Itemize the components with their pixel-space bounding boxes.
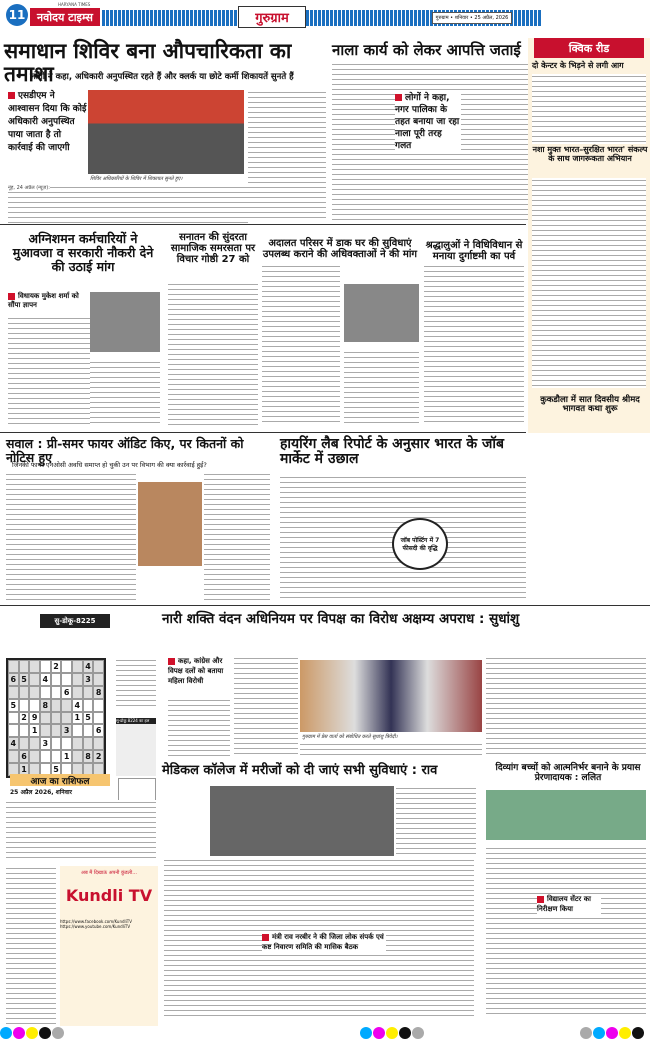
sudoku-cell: [61, 660, 72, 673]
horoscope-title: आज का राशिफल: [10, 774, 110, 786]
fire-audit-body: [6, 472, 136, 600]
medical-photo: [210, 786, 394, 856]
sudoku-cell: [29, 673, 40, 686]
sanatan-body: [168, 282, 258, 426]
court-body: [262, 264, 340, 426]
divider: [0, 605, 650, 606]
sudoku-cell: 3: [61, 724, 72, 737]
court-photo: [344, 284, 419, 342]
sudoku-cell: 4: [40, 673, 51, 686]
nari-body: [168, 698, 230, 758]
sudoku-cell: [93, 699, 104, 712]
sudoku-cell: [8, 724, 19, 737]
registration-marks-right: [580, 1024, 645, 1043]
sudoku-cell: [83, 737, 94, 750]
sudoku-cell: [19, 724, 30, 737]
nari-caption: गुरुग्राम में प्रेस वार्ता को संबोधित करते सुधांशु त्रिवेदी।: [302, 734, 398, 740]
sudoku-cell: [93, 673, 104, 686]
quick-read-label: क्विक रीड: [534, 38, 644, 58]
sudoku-cell: [72, 673, 83, 686]
fire-audit-body-2: [204, 472, 270, 600]
sudoku-cell: [72, 686, 83, 699]
sudoku-cell: 6: [93, 724, 104, 737]
sudoku-cell: 6: [61, 686, 72, 699]
sudoku-cell: [29, 750, 40, 763]
sudoku-cell: [72, 750, 83, 763]
sudoku-cell: 6: [8, 673, 19, 686]
rashi-list: [6, 866, 56, 1026]
sudoku-cell: 1: [61, 750, 72, 763]
sudoku-cell: 5: [51, 763, 62, 776]
sudoku-cell: 8: [93, 686, 104, 699]
medical-headline: मेडिकल कॉलेज में मरीजों को दी जाएं सभी सुविधाएं : राव: [162, 763, 438, 778]
ad-tagline: अब मैं दिखाऊं अपनी कुंडली...: [81, 870, 137, 876]
sudoku-cell: [51, 686, 62, 699]
prev-solution-label: सु-डोकू 8224 का हल: [116, 718, 156, 724]
sudoku-cell: [8, 686, 19, 699]
sudoku-prev-solution: [116, 718, 156, 776]
sudoku-cell: [83, 699, 94, 712]
nala-headline: नाला कार्य को लेकर आपत्ति जताई: [332, 41, 521, 59]
dateline: गुरुग्राम • शनिवार • 25 अप्रैल, 2026: [432, 12, 512, 24]
bullet-icon: [262, 934, 269, 941]
ad-brand: Kundli TV: [65, 886, 153, 905]
kundli-tv-ad: [60, 866, 158, 1026]
sudoku-cell: [61, 673, 72, 686]
divider: [0, 224, 526, 225]
horoscope-body: [6, 800, 156, 860]
quick-read-headline-3: कुकडौला में सात दिवसीय श्रीमद भागवत कथा शुरू: [540, 395, 640, 415]
sudoku-cell: [72, 660, 83, 673]
sudoku-cell: [29, 660, 40, 673]
sudoku-cell: [8, 750, 19, 763]
sudoku-cell: 6: [19, 750, 30, 763]
durga-body: [424, 264, 524, 426]
sudoku-grid: [6, 658, 106, 778]
sudoku-cell: [51, 737, 62, 750]
fire-audit-headline: सवाल : प्री-समर फायर ऑडिट किए, पर कितनों को नोटिस हुए: [6, 436, 244, 465]
edition-label: HARYANA TIMES: [58, 2, 91, 7]
sudoku-instructions: [116, 658, 156, 708]
ad-facebook-link[interactable]: https://www.facebook.com/KundliTV: [60, 919, 132, 924]
divyang-photo: [486, 790, 646, 840]
masthead: [0, 0, 650, 32]
fire-demand-body-2: [90, 360, 160, 426]
paper-logo: नवोदय टाइम्स: [30, 8, 100, 26]
sudoku-cell: 2: [19, 712, 30, 725]
fire-demand-body: [8, 316, 90, 426]
sudoku-cell: [29, 699, 40, 712]
nala-pullquote: लोगों ने कहा, नगर पालिका के तहत बनाया जा रहा नाला पूरी तरह गलत: [395, 93, 460, 151]
sudoku-cell: [19, 660, 30, 673]
sudoku-cell: [61, 737, 72, 750]
medical-body-side: [396, 786, 476, 856]
sudoku-cell: [40, 686, 51, 699]
sudoku-cell: [19, 699, 30, 712]
sudoku-cell: [93, 660, 104, 673]
hiring-headline: हायरिंग लैब रिपोर्ट के अनुसार भारत के जॉब मार्केट में उछाल: [280, 436, 504, 468]
sudoku-cell: 4: [83, 660, 94, 673]
section-title: गुरुग्राम: [238, 6, 306, 28]
fire-audit-deck: जिनकी फायर एनओसी अवधि समाप्त हो चुकी उन पर विभाग की क्या कार्रवाई हुई?: [12, 461, 207, 469]
sudoku-cell: [51, 750, 62, 763]
sudoku-cell: 5: [8, 699, 19, 712]
sudoku-cell: 1: [19, 763, 30, 776]
nari-headline: नारी शक्ति वंदन अधिनियम पर विपक्ष का विरोध अक्षम्य अपराध : सुधांशु: [162, 611, 520, 627]
lead-body-right: [248, 90, 326, 222]
sudoku-cell: [93, 712, 104, 725]
sudoku-cell: 5: [83, 712, 94, 725]
sudoku-cell: [29, 737, 40, 750]
fire-demand-pullquote: विधायक मुकेश शर्मा को सौंपा ज्ञापन: [8, 292, 79, 309]
sudoku-cell: [61, 699, 72, 712]
divider: [0, 432, 526, 433]
quick-read-headline-2: नशा मुक्त भारत–सुरक्षित भारत' संकल्प के साथ जागरूकता अभियान: [532, 145, 648, 163]
bullet-icon: [395, 94, 402, 101]
sudoku-cell: 5: [19, 673, 30, 686]
divyang-pullquote: विद्यालय सेंटर का निरीक्षण किया: [537, 894, 601, 914]
sudoku-cell: [40, 660, 51, 673]
nari-body-2: [234, 656, 298, 758]
sudoku-cell: [40, 724, 51, 737]
sudoku-cell: [72, 737, 83, 750]
sudoku-cell: 3: [40, 737, 51, 750]
sudoku-cell: [8, 712, 19, 725]
lead-photo: [88, 90, 244, 174]
sudoku-cell: 9: [29, 712, 40, 725]
sudoku-cell: [51, 712, 62, 725]
sudoku-cell: 2: [51, 660, 62, 673]
sudoku-title: सु-डोकू-8225: [40, 614, 110, 628]
bullet-icon: [537, 896, 544, 903]
registration-marks-left: [0, 1024, 65, 1043]
sudoku-cell: [40, 712, 51, 725]
fire-demand-photo: [90, 292, 160, 352]
sudoku-cell: [29, 686, 40, 699]
sudoku-cell: [19, 737, 30, 750]
nari-body-3: [300, 742, 482, 758]
sanatan-headline: सनातन की सुंदरता सामाजिक समरसता पर विचार गोष्ठी 27 को: [170, 232, 256, 265]
fire-demand-headline: अग्निशमन कर्मचारियों ने मुआवजा व सरकारी नौकरी देने की उठाई मांग: [12, 231, 154, 274]
sudoku-cell: 2: [93, 750, 104, 763]
sudoku-cell: 8: [83, 750, 94, 763]
page-number-badge: 11: [6, 4, 28, 26]
lead-headline: समाधान शिविर बना औपचारिकता का तमाशा: [4, 39, 292, 87]
registration-marks-mid: [360, 1024, 425, 1043]
sudoku-cell: [83, 724, 94, 737]
sudoku-cell: [83, 686, 94, 699]
lead-dateline: नूंह, 24 अप्रैल (न्यूज़):: [8, 185, 50, 191]
court-headline: अदालत परिसर में डाक घर की सुविधाएं उपलब्ध कराने की अधिवक्ताओं ने की मांग: [262, 238, 418, 260]
sudoku-cell: [93, 737, 104, 750]
nari-photo: [300, 660, 482, 732]
lead-deck: लोगों ने कहा, अधिकारी अनुपस्थित रहते हैं और क्लर्क या छोटे कर्मी शिकायतें सुनते हैं: [30, 72, 294, 82]
sudoku-cell: [8, 660, 19, 673]
ad-youtube-link[interactable]: https://www.youtube.com/KundliTV: [60, 924, 131, 929]
sudoku-cell: 8: [40, 699, 51, 712]
quick-read-headline-1: दो केन्टर के भिड़ने से लगी आग: [532, 61, 624, 70]
bullet-icon: [8, 293, 15, 300]
sudoku-cell: [51, 673, 62, 686]
sudoku-cell: 1: [72, 712, 83, 725]
quick-read-body-2: [532, 178, 646, 388]
nari-pullquote: कहा, कांग्रेस और विपक्ष दलों को बताया महिला विरोधी: [168, 657, 224, 685]
court-body-2: [344, 350, 419, 426]
lead-caption: शिविर अधिकारियों के शिविर में शिकायत सुनते हुए।: [90, 176, 183, 182]
sudoku-cell: [51, 724, 62, 737]
sudoku-cell: 4: [8, 737, 19, 750]
divyang-body: [486, 846, 646, 1018]
sudoku-cell: 1: [29, 724, 40, 737]
quick-read-panel: [528, 38, 650, 433]
sudoku-cell: 3: [83, 673, 94, 686]
sudoku-cell: [61, 712, 72, 725]
horoscope-date: 25 अप्रैल 2026, शनिवार: [10, 789, 72, 796]
sudoku-cell: [72, 724, 83, 737]
sudoku-cell: 4: [72, 699, 83, 712]
sudoku-cell: [51, 699, 62, 712]
bullet-icon: [168, 658, 175, 665]
medical-pullquote: मंत्री राव नरबीर ने की जिला लोक संपर्क एवं कष्ट निवारण समिति की मासिक बैठक: [262, 932, 386, 952]
sudoku-cell: [40, 750, 51, 763]
nari-body-4: [486, 656, 646, 758]
durga-headline: श्रद्धालुओं ने विधिविधान से मनाया दुर्गाष्टमी का पर्व: [425, 240, 523, 262]
quick-read-body-1: [532, 74, 646, 144]
hiring-callout: जॉब पोस्टिंग में 7 फीसदी की वृद्धि: [392, 518, 448, 570]
bullet-icon: [8, 92, 15, 99]
lead-pullquote: एसडीएम ने आश्वासन दिया कि कोई अधिकारी अनुपस्थित पाया जाता है तो कार्रवाई की जाएगी: [8, 91, 87, 153]
sudoku-cell: [19, 686, 30, 699]
divyang-headline: दिव्यांग बच्चों को आत्मनिर्भर बनाने के प्रयास प्रेरणादायक : ललित: [495, 763, 641, 783]
fire-audit-photo: [138, 482, 202, 566]
